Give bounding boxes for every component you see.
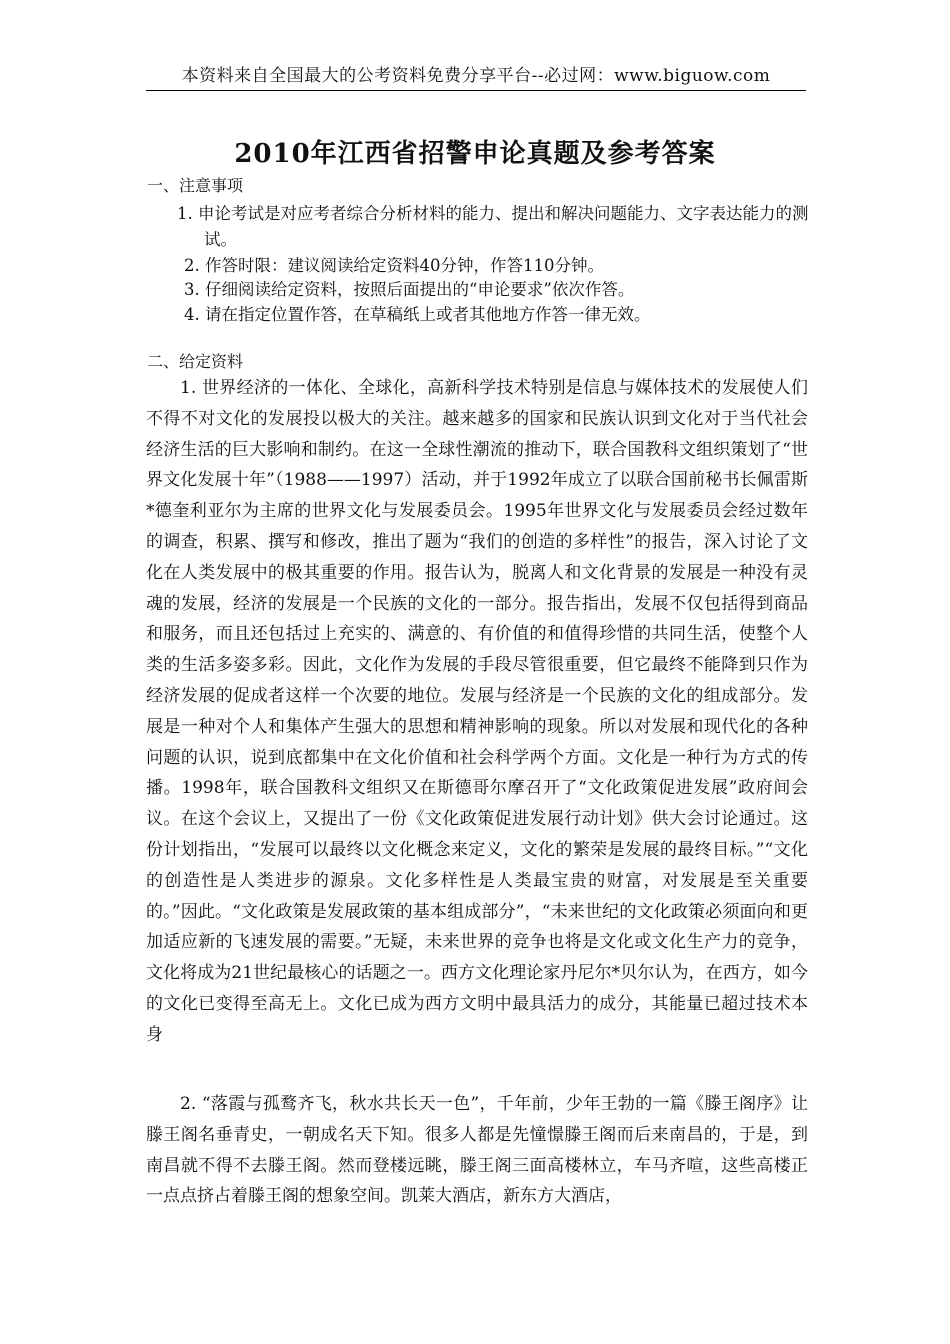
note-item-1: 1. 申论考试是对应考者综合分析材料的能力、提出和解决问题能力、文字表达能力的测试。	[177, 204, 809, 249]
note-item-4: 4. 请在指定位置作答，在草稿纸上或者其他地方作答一律无效。	[184, 305, 651, 324]
material-paragraph-2: 2. “落霞与孤鹜齐飞，秋水共长天一色”，千年前，少年王勃的一篇《滕王阁序》让滕王阁名垂青史，一朝成名天下知。很多人都是先憧憬滕王阁而后来南昌的，于是，到南昌就不得不去滕王阁。然而登楼远眺，滕王阁三面高楼林立，车马齐喧，这些高楼正一点点挤占着滕王阁的想象空间。凯莱大酒店，新东方大酒店，	[146, 1094, 808, 1207]
note-item-3: 3. 仔细阅读给定资料，按照后面提出的“申论要求”依次作答。	[184, 280, 635, 299]
note-item-2: 2. 作答时限：建议阅读给定资料40分钟，作答110分钟。	[184, 256, 604, 275]
document-title: 2010年江西省招警申论真题及参考答案	[234, 139, 716, 169]
header-source-text: 本资料来自全国最大的公考资料免费分享平台--必过网：www.biguow.com	[181, 66, 771, 86]
section-heading-materials: 二、给定资料	[147, 352, 244, 371]
material-paragraph-1: 1. 世界经济的一体化、全球化，高新科学技术特别是信息与媒体技术的发展使人们不得不对文化的发展投以极大的关注。越来越多的国家和民族认识到文化对于当代社会经济生活的巨大影响和制约。在这一全球性潮流的推动下，联合国教科文组织策划了“世界文化发展十年”（1988——1997）活动，并于1992年成立了以联合国前秘书长佩雷斯*德奎利亚尔为主席的世界文化与发展委员会。1995年世界文化与发展委员会经过数年的调查，积累、撰写和修改，推出了题为“我们的创造的多样性”的报告，深入讨论了文化在人类发展中的极其重要的作用。报告认为，脱离人和文化背景的发展是一种没有灵魂的发展，经济的发展是一个民族的文化的一部分。报告指出，发展不仅包括得到商品和服务，而且还包括过上充实的、满意的、有价值的和值得珍惜的共同生活，使整个人类的生活多姿多彩。因此，文化作为发展的手段尽管很重要，但它最终不能降到只作为经济发展的促成者这样一个次要的地位。发展与经济是一个民族的文化的组成部分。发展是一种对个人和集体产生强大的思想和精神影响的现象。所以对发展和现代化的各种问题的认识，说到底都集中在文化价值和社会科学两个方面。文化是一种行为方式的传播。1998年，联合国教科文组织又在斯德哥尔摩召开了“文化政策促进发展”政府间会议。在这个会议上，又提出了一份《文化政策促进发展行动计划》供大会讨论通过。这份计划指出，“发展可以最终以文化概念来定义，文化的繁荣是发展的最终目标。”“文化的创造性是人类进步的源泉。文化多样性是人类最宝贵的财富，对发展是至关重要的。”因此。“文化政策是发展政策的基本组成部分”，“未来世纪的文化政策必须面向和更加适应新的飞速发展的需要。”无疑，未来世界的竞争也将是文化或文化生产力的竞争，文化将成为21世纪最核心的话题之一。西方文化理论家丹尼尔*贝尔认为，在西方，如今的文化已变得至高无上。文化已成为西方文明中最具活力的成分，其能量已超过技术本身	[146, 378, 808, 1045]
page-header	[146, 62, 806, 91]
section-heading-notes: 一、注意事项	[147, 176, 244, 195]
